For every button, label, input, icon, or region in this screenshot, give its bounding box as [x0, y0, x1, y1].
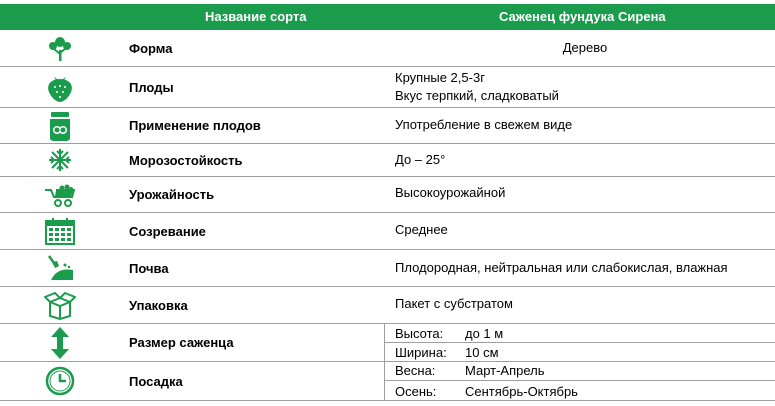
- row-label: Форма: [129, 40, 173, 56]
- clock-icon: [40, 362, 80, 400]
- sub-key: Осень:: [395, 384, 437, 399]
- box-icon: [40, 287, 80, 323]
- calendar-icon: [40, 213, 80, 249]
- row-value: Высокоурожайной: [395, 185, 506, 200]
- snowflake-icon: [40, 144, 80, 176]
- row-label: Созревание: [129, 223, 206, 239]
- row-value: Употребление в свежем виде: [395, 117, 573, 132]
- inner-divider: [384, 342, 775, 343]
- row-label: Упаковка: [129, 297, 188, 313]
- soil-shovel-icon: [40, 250, 80, 286]
- strawberry-icon: [40, 69, 80, 107]
- table-row-ripening: [0, 213, 775, 250]
- sub-value: Март-Апрель: [465, 363, 545, 378]
- row-value: Дерево: [562, 40, 608, 55]
- header-variety-name: Название сорта: [205, 9, 307, 24]
- table-row-form: [0, 30, 775, 67]
- table-row-packaging: [0, 287, 775, 324]
- row-label: Применение плодов: [129, 118, 261, 133]
- table-row-fruit-use: [0, 108, 775, 144]
- column-divider: [384, 324, 385, 400]
- table-row-seedling-size: [0, 324, 775, 362]
- row-label: Почва: [129, 260, 169, 276]
- sub-value: 10 см: [465, 345, 499, 360]
- table-header: [0, 4, 775, 30]
- tree-icon: [40, 32, 80, 66]
- sub-key: Весна:: [395, 363, 436, 378]
- row-value: Плодородная, нейтральная или слабокислая, влажная: [395, 260, 728, 275]
- sub-value: Сентябрь-Октябрь: [465, 384, 578, 399]
- sub-key: Высота:: [395, 326, 444, 341]
- row-value: До – 25°: [395, 152, 446, 167]
- sub-key: Ширина:: [395, 345, 447, 360]
- row-label: Плоды: [129, 79, 174, 95]
- vertical-arrows-icon: [40, 324, 80, 361]
- jar-icon: [40, 108, 80, 143]
- table-row-soil: [0, 250, 775, 287]
- row-value: Пакет с субстратом: [395, 296, 513, 311]
- row-value-line-2: Вкус терпкий, сладковатый: [395, 88, 559, 103]
- row-label: Урожайность: [129, 187, 215, 202]
- row-value: Среднее: [395, 222, 448, 237]
- header-product-name: Саженец фундука Сирена: [499, 9, 666, 24]
- wheelbarrow-icon: [40, 177, 80, 212]
- table-row-fruits: [0, 67, 775, 108]
- table-row-planting: [0, 362, 775, 401]
- row-label: Размер саженца: [129, 335, 234, 350]
- row-label: Морозостойкость: [129, 152, 243, 168]
- table-row-yield: [0, 177, 775, 213]
- row-label: Посадка: [129, 373, 183, 389]
- inner-divider: [384, 380, 775, 381]
- sub-value: до 1 м: [465, 326, 504, 341]
- row-value-line-1: Крупные 2,5-3г: [395, 70, 485, 85]
- table-row-frost: [0, 144, 775, 177]
